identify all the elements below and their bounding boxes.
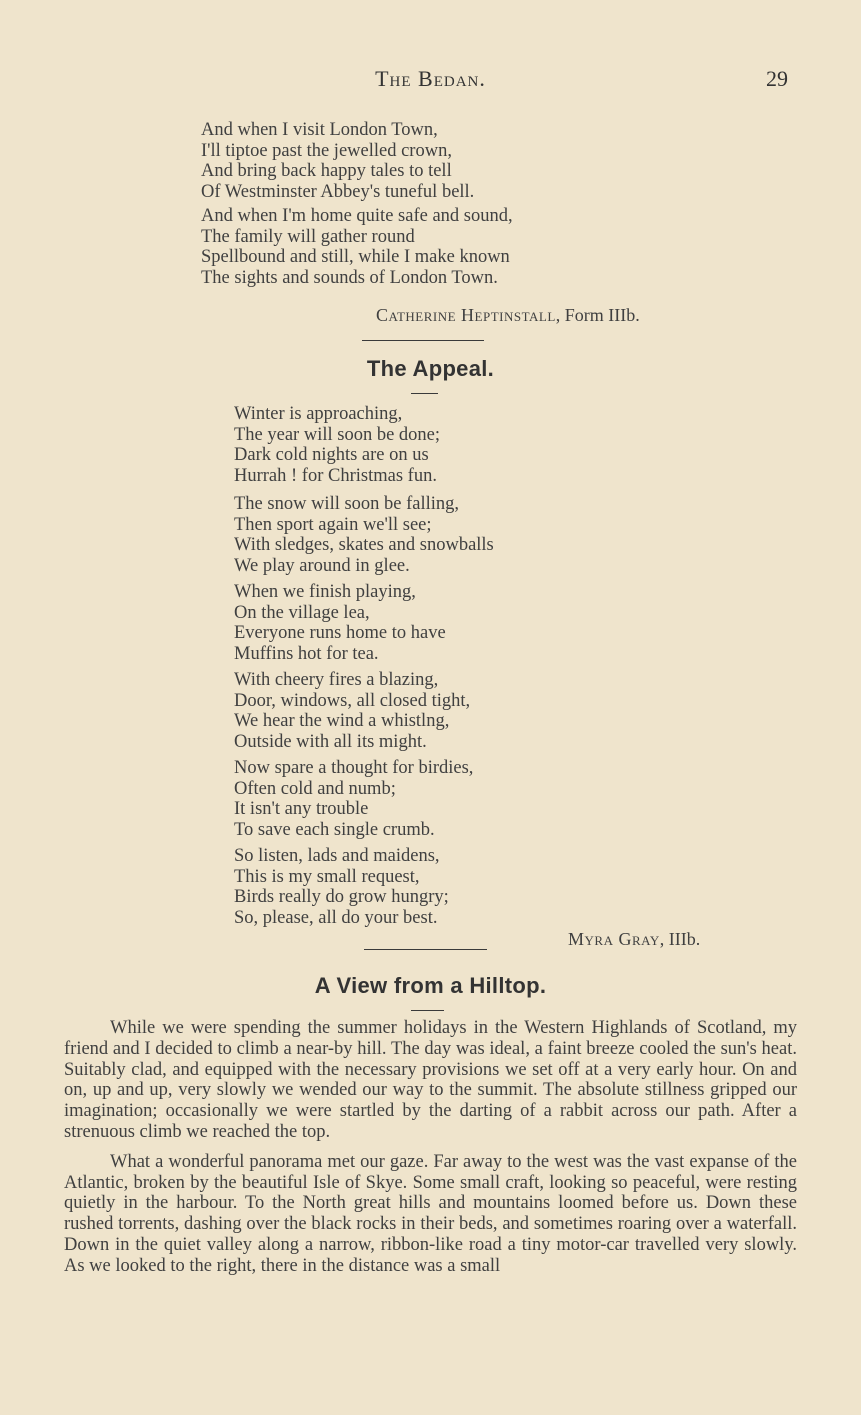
poem1-stanza-1 [201, 120, 474, 202]
poem-line: And when I visit London Town, [201, 120, 438, 140]
poem-line: And when I'm home quite safe and sound, [201, 206, 513, 226]
section-divider [364, 949, 487, 950]
poem1-stanza-2 [201, 206, 513, 288]
title-underline [411, 1010, 444, 1011]
poem-line: It isn't any trouble [234, 799, 369, 820]
poem-line: Hurrah ! for Christmas fun. [234, 465, 437, 486]
article-body [64, 1018, 797, 1277]
poem-line: This is my small request, [234, 866, 420, 887]
poem-line: We hear the wind a whistlng, [234, 711, 450, 732]
poem-line: Of Westminster Abbey's tuneful bell. [201, 181, 475, 202]
poem-line: Winter is approaching, [234, 404, 403, 424]
poem-line: On the village lea, [234, 602, 370, 623]
poem-line: The family will gather round [201, 226, 415, 247]
poem-line: Birds really do grow hungry; [234, 887, 449, 908]
poem2-stanza-4 [234, 670, 470, 752]
running-title [0, 66, 861, 92]
poem-line: Muffins hot for tea. [234, 643, 379, 664]
poem-line: Outside with all its might. [234, 731, 427, 752]
section-divider [362, 340, 484, 341]
poem2-stanza-1 [234, 404, 440, 486]
poem-line: So, please, all do your best. [234, 907, 438, 928]
poem1-author [376, 305, 640, 326]
poem-line: The snow will soon be falling, [234, 494, 460, 514]
poem-line: And bring back happy tales to tell [201, 161, 452, 182]
author-name: Myra Gray [568, 929, 660, 949]
poem-line: When we finish playing, [234, 582, 416, 602]
poem2-stanza-3 [234, 582, 446, 664]
poem2-title: The Appeal. [366, 356, 495, 381]
poem-line: So listen, lads and maidens, [234, 846, 440, 866]
poem2-stanza-5 [234, 758, 473, 840]
title-underline [411, 393, 438, 394]
poem-line: Then sport again we'll see; [234, 514, 432, 535]
poem-line: Now spare a thought for birdies, [234, 758, 474, 778]
page-number: 29 [766, 66, 788, 91]
poem-line: Often cold and numb; [234, 778, 396, 799]
poem-line: The year will soon be done; [234, 424, 441, 445]
poem2-stanza-6 [234, 846, 449, 928]
poem-line: With cheery fires a blazing, [234, 670, 439, 690]
article-title: A View from a Hilltop. [314, 973, 547, 998]
article-paragraph: What a wonderful panorama met our gaze. Far away to the west was the vast expanse of the Atlantic, broken by the beautiful Isle of Skye. Some small craft, looking so peaceful, were resting quietly in the harbour. To the North great hills and mountains loomed before us. Down these rushed torrents, dashing over the black rocks in their beds, and sometimes roaring over a waterfall. Down in the quiet valley along a narrow, ribbon-like road a tiny motor-car travelled very slowly. As we looked to the right, there in the distance was a small [64, 1151, 797, 1276]
author-form: , IIIb. [659, 929, 701, 949]
poem2-author [568, 929, 700, 950]
running-title-text: The Bedan. [375, 66, 486, 91]
poem-line: I'll tiptoe past the jewelled crown, [201, 140, 452, 161]
poem-line: With sledges, skates and snowballs [234, 535, 494, 556]
poem2-stanza-2 [234, 494, 494, 576]
poem-line: Spellbound and still, while I make known [201, 247, 510, 268]
poem-line: To save each single crumb. [234, 819, 435, 840]
poem-line: Dark cold nights are on us [234, 445, 429, 466]
poem-line: We play around in glee. [234, 555, 410, 576]
author-name: Catherine Heptinstall [376, 305, 556, 325]
poem-line: The sights and sounds of London Town. [201, 267, 498, 288]
poem-line: Door, windows, all closed tight, [234, 690, 471, 711]
poem-line: Everyone runs home to have [234, 623, 446, 644]
article-paragraph: While we were spending the summer holidays in the Western Highlands of Scotland, my friend and I decided to climb a near-by hill. The day was ideal, a faint breeze cooled the sun's heat. Suitably clad, and equipped with the necessary provisions we set off at a very early hour. On and on, up and up, very slowly we wended our way to the summit. The absolute stillness gripped our imagination; occasionally we were startled by the darting of a rabbit across our path. After a strenuous climb we reached the top. [64, 1018, 797, 1142]
author-form: , Form IIIb. [555, 305, 640, 325]
